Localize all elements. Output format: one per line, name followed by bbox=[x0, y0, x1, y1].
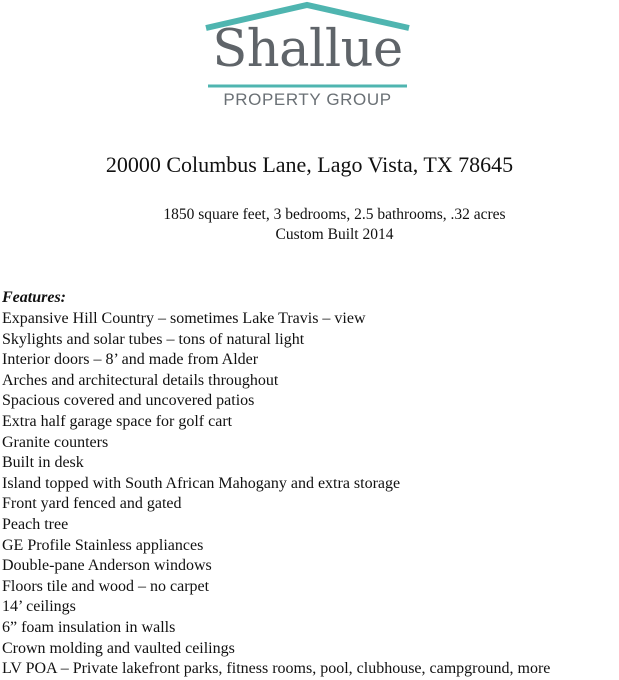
property-specs bbox=[0, 205, 619, 245]
feature-item: 6” foam insulation in walls bbox=[2, 618, 176, 636]
features-heading: Features: bbox=[2, 289, 66, 306]
specs-line-1: 1850 square feet, 3 bedrooms, 2.5 bathrooms, .32 acres bbox=[163, 206, 506, 223]
specs-line-2: Custom Built 2014 bbox=[275, 226, 394, 243]
feature-item: Double-pane Anderson windows bbox=[2, 557, 212, 575]
feature-item: Island topped with South African Mahogany and extra storage bbox=[2, 474, 401, 492]
feature-item: 14’ ceilings bbox=[2, 598, 76, 616]
feature-item: Floors tile and wood – no carpet bbox=[2, 577, 210, 595]
feature-item: Spacious covered and uncovered patios bbox=[2, 392, 255, 410]
feature-item: Peach tree bbox=[2, 515, 69, 533]
feature-item: Front yard fenced and gated bbox=[2, 495, 182, 513]
feature-item: Built in desk bbox=[2, 454, 84, 472]
company-logo bbox=[200, 0, 415, 115]
feature-item: LV POA – Private lakefront parks, fitness rooms, pool, clubhouse, campground, more bbox=[2, 660, 551, 678]
property-address: 20000 Columbus Lane, Lago Vista, TX 78645 bbox=[105, 152, 514, 177]
feature-item: Skylights and solar tubes – tons of natural light bbox=[2, 330, 305, 348]
logo-subtitle: PROPERTY GROUP bbox=[223, 90, 392, 109]
feature-item: Arches and architectural details throughout bbox=[2, 371, 279, 389]
features-list bbox=[2, 309, 550, 680]
feature-item: Crown molding and vaulted ceilings bbox=[2, 639, 235, 657]
feature-item: Granite counters bbox=[2, 433, 109, 451]
feature-item: Expansive Hill Country – sometimes Lake Travis – view bbox=[2, 310, 366, 327]
logo-name: Shallue bbox=[212, 20, 403, 79]
feature-item: Interior doors – 8’ and made from Alder bbox=[2, 351, 259, 369]
feature-item: Extra half garage space for golf cart bbox=[2, 412, 233, 430]
feature-item: GE Profile Stainless appliances bbox=[2, 536, 204, 554]
